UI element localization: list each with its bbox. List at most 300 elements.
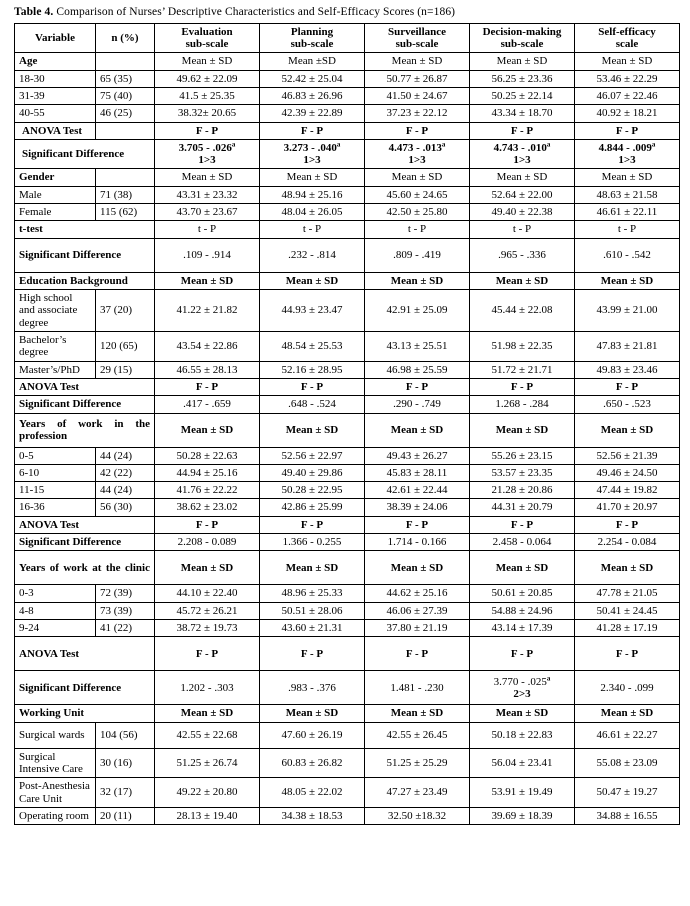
cell-selfefficacy: 40.92 ± 18.21 [575,105,680,122]
section-gender-n-blank [96,169,155,186]
cell-evaluation: 41.22 ± 21.82 [155,290,260,332]
column-header-decision-making [470,23,575,53]
anova-stat-header-surveillance: F - P [365,637,470,671]
t-test-row-gender [15,221,680,238]
sig-cell-planning: 1.366 - 0.255 [260,534,365,551]
row-label: Operating room [15,807,96,824]
cell-selfefficacy: 55.08 ± 23.09 [575,748,680,778]
anova-stat-header-planning: F - P [260,378,365,395]
anova-stat-header-surveillance: F - P [365,378,470,395]
section-header-row-gender [15,169,680,186]
section-age-meansd-surveillance: Mean ± SD [365,53,470,70]
section-education-meansd-planning: Mean ± SD [260,272,365,289]
cell-evaluation: 44.94 ± 25.16 [155,464,260,481]
cell-decision: 52.64 ± 22.00 [470,186,575,203]
cell-planning: 44.93 ± 23.47 [260,290,365,332]
cell-evaluation: 45.72 ± 26.21 [155,602,260,619]
cell-planning: 48.96 ± 25.33 [260,585,365,602]
sig-cell-planning [260,139,365,169]
section-yp-meansd-evaluation: Mean ± SD [155,413,260,447]
sig-cell-evaluation [155,139,260,169]
cell-selfefficacy: 49.83 ± 23.46 [575,361,680,378]
row-n-percent: 30 (16) [96,748,155,778]
section-gender-meansd-decision: Mean ± SD [470,169,575,186]
table-row [15,447,680,464]
anova-stat-header-planning: F - P [260,516,365,533]
section-wu-meansd-planning: Mean ± SD [260,705,365,722]
section-age-meansd-planning: Mean ±SD [260,53,365,70]
cell-decision: 56.25 ± 23.36 [470,70,575,87]
sig-marker: a [546,140,551,149]
cell-planning: 42.39 ± 22.89 [260,105,365,122]
section-yc-meansd-surveillance: Mean ± SD [365,551,470,585]
table-row [15,331,680,361]
sig-note: 1>3 [513,154,531,167]
row-label: 11-15 [15,482,96,499]
column-header-self-efficacy-line1: Self-efficacy [598,25,656,38]
sig-stat: 3.770 - .025 [493,675,547,688]
cell-decision: 45.44 ± 22.08 [470,290,575,332]
cell-planning: 52.56 ± 22.97 [260,447,365,464]
cell-decision: 39.69 ± 18.39 [470,807,575,824]
significant-difference-label: Significant Difference [15,139,155,169]
section-title-years-clinic: Years of work at the clinic [15,551,155,585]
section-header-row-education [15,272,680,289]
cell-planning: 60.83 ± 26.82 [260,748,365,778]
t-stat-header-surveillance: t - P [365,221,470,238]
sig-note: 1>3 [198,154,216,167]
sig-stat: 4.844 - .009 [598,141,652,154]
cell-evaluation: 42.55 ± 22.68 [155,722,260,748]
cell-selfefficacy: 43.99 ± 21.00 [575,290,680,332]
cell-planning: 50.28 ± 22.95 [260,482,365,499]
column-header-planning [260,23,365,53]
row-n-percent: 75 (40) [96,87,155,104]
sig-cell-planning: .232 - .814 [260,238,365,272]
cell-decision: 56.04 ± 23.41 [470,748,575,778]
row-label: Bachelor’s degree [15,331,96,361]
section-wu-meansd-decision: Mean ± SD [470,705,575,722]
cell-evaluation: 49.22 ± 20.80 [155,778,260,808]
cell-surveillance: 43.13 ± 25.51 [365,331,470,361]
cell-decision: 51.98 ± 22.35 [470,331,575,361]
section-title-working-unit: Working Unit [15,705,155,722]
section-wu-meansd-selfefficacy: Mean ± SD [575,705,680,722]
significant-difference-label: Significant Difference [15,238,155,272]
anova-stat-header-selfefficacy: F - P [575,637,680,671]
anova-stat-header-selfefficacy: F - P [575,122,680,139]
table-row [15,620,680,637]
anova-stat-header-surveillance: F - P [365,516,470,533]
cell-surveillance: 42.50 ± 25.80 [365,204,470,221]
table-row [15,778,680,808]
cell-decision: 43.34 ± 18.70 [470,105,575,122]
sig-marker: a [651,140,656,149]
row-n-percent: 20 (11) [96,807,155,824]
anova-test-label: ANOVA Test [15,378,155,395]
row-label: Post-Anesthesia Care Unit [15,778,96,808]
cell-planning: 49.40 ± 29.86 [260,464,365,481]
section-header-row-years-clinic [15,551,680,585]
table-row [15,482,680,499]
section-age-meansd-evaluation: Mean ± SD [155,53,260,70]
table-row [15,602,680,619]
sig-cell-decision: .965 - .336 [470,238,575,272]
anova-stat-header-decision: F - P [470,378,575,395]
significant-difference-label: Significant Difference [15,534,155,551]
column-header-evaluation-line2: sub-scale [185,37,229,50]
column-header-surveillance [365,23,470,53]
cell-selfefficacy: 41.28 ± 17.19 [575,620,680,637]
row-n-percent: 44 (24) [96,447,155,464]
significant-difference-label: Significant Difference [15,671,155,705]
cell-planning: 48.04 ± 26.05 [260,204,365,221]
significant-difference-row-years-clinic [15,671,680,705]
section-title-years-profession: Years of work in the profession [15,413,155,447]
sig-cell-selfefficacy: 2.340 - .099 [575,671,680,705]
anova-stat-header-planning: F - P [260,122,365,139]
cell-decision: 53.91 ± 19.49 [470,778,575,808]
anova-test-row-years-clinic [15,637,680,671]
cell-planning: 48.54 ± 25.53 [260,331,365,361]
cell-planning: 34.38 ± 18.53 [260,807,365,824]
significant-difference-label: Significant Difference [15,396,155,413]
cell-decision: 54.88 ± 24.96 [470,602,575,619]
sig-cell-decision: 2.458 - 0.064 [470,534,575,551]
column-header-decision-making-line2: sub-scale [500,37,544,50]
anova-test-row-age [15,122,680,139]
cell-evaluation: 43.54 ± 22.86 [155,331,260,361]
cell-surveillance: 45.83 ± 28.11 [365,464,470,481]
cell-planning: 48.05 ± 22.02 [260,778,365,808]
row-label: 9-24 [15,620,96,637]
section-yc-meansd-decision: Mean ± SD [470,551,575,585]
sig-stat: 3.273 - .040 [283,141,337,154]
anova-stat-header-evaluation: F - P [155,637,260,671]
section-age-meansd-decision: Mean ± SD [470,53,575,70]
sig-cell-evaluation: .109 - .914 [155,238,260,272]
cell-surveillance: 44.62 ± 25.16 [365,585,470,602]
table-row [15,290,680,332]
section-yp-meansd-selfefficacy: Mean ± SD [575,413,680,447]
table-row [15,186,680,203]
sig-stat: 4.743 - .010 [493,141,547,154]
column-header-decision-making-line1: Decision-making [482,25,562,38]
row-label: 18-30 [15,70,96,87]
cell-evaluation: 50.28 ± 22.63 [155,447,260,464]
cell-selfefficacy: 41.70 ± 20.97 [575,499,680,516]
section-gender-meansd-planning: Mean ± SD [260,169,365,186]
row-n-percent: 73 (39) [96,602,155,619]
cell-selfefficacy: 52.56 ± 21.39 [575,447,680,464]
t-stat-header-selfefficacy: t - P [575,221,680,238]
table-row [15,361,680,378]
section-age-n-blank [96,53,155,70]
section-wu-meansd-evaluation: Mean ± SD [155,705,260,722]
column-header-planning-line1: Planning [290,25,334,38]
cell-surveillance: 41.50 ± 24.67 [365,87,470,104]
sig-cell-surveillance: 1.714 - 0.166 [365,534,470,551]
table-row [15,105,680,122]
cell-selfefficacy: 46.07 ± 22.46 [575,87,680,104]
row-n-percent: 29 (15) [96,361,155,378]
section-yc-meansd-planning: Mean ± SD [260,551,365,585]
table-row [15,87,680,104]
row-n-percent: 32 (17) [96,778,155,808]
row-label: Surgical Intensive Care [15,748,96,778]
cell-decision: 44.31 ± 20.79 [470,499,575,516]
column-header-planning-line2: sub-scale [290,37,334,50]
sig-note: 1>3 [303,154,321,167]
sig-cell-evaluation: 2.208 - 0.089 [155,534,260,551]
cell-evaluation: 38.32± 20.65 [155,105,260,122]
sig-stat: 3.705 - .026 [178,141,232,154]
significant-difference-row-years-profession [15,534,680,551]
sig-stat: 4.473 - .013 [388,141,442,154]
row-label: High school and associate degree [15,290,96,332]
row-n-percent: 72 (39) [96,585,155,602]
cell-selfefficacy: 47.78 ± 21.05 [575,585,680,602]
cell-planning: 48.94 ± 25.16 [260,186,365,203]
cell-evaluation: 46.55 ± 28.13 [155,361,260,378]
sig-cell-selfefficacy: .650 - .523 [575,396,680,413]
cell-surveillance: 32.50 ±18.32 [365,807,470,824]
row-n-percent: 41 (22) [96,620,155,637]
sig-note: 2>3 [513,687,531,700]
sig-cell-surveillance: 1.481 - .230 [365,671,470,705]
column-header-self-efficacy [575,23,680,53]
anova-stat-header-selfefficacy: F - P [575,516,680,533]
cell-surveillance: 46.98 ± 25.59 [365,361,470,378]
table-caption [0,0,690,23]
sig-cell-surveillance: .290 - .749 [365,396,470,413]
cell-surveillance: 51.25 ± 25.29 [365,748,470,778]
cell-evaluation: 41.5 ± 25.35 [155,87,260,104]
column-header-evaluation-line1: Evaluation [181,25,233,38]
anova-stat-header-evaluation: F - P [155,516,260,533]
sig-cell-decision: 1.268 - .284 [470,396,575,413]
section-title-education: Education Background [15,272,155,289]
table-row [15,748,680,778]
cell-planning: 47.60 ± 26.19 [260,722,365,748]
row-label: 40-55 [15,105,96,122]
row-label: Female [15,204,96,221]
sig-note: 1>3 [408,154,426,167]
anova-stat-header-surveillance: F - P [365,122,470,139]
column-header-self-efficacy-line2: scale [615,37,639,50]
row-label: Male [15,186,96,203]
section-gender-meansd-surveillance: Mean ± SD [365,169,470,186]
anova-test-label: ANOVA Test [15,122,96,139]
sig-cell-evaluation: 1.202 - .303 [155,671,260,705]
significant-difference-row-gender [15,238,680,272]
sig-cell-decision [470,671,575,705]
t-stat-header-planning: t - P [260,221,365,238]
table-header-row [15,23,680,53]
section-gender-meansd-selfefficacy: Mean ± SD [575,169,680,186]
anova-stat-header-evaluation: F - P [155,122,260,139]
cell-selfefficacy: 46.61 ± 22.11 [575,204,680,221]
sig-marker: a [336,140,341,149]
row-label: 6-10 [15,464,96,481]
anova-stat-header-decision: F - P [470,122,575,139]
cell-selfefficacy: 47.83 ± 21.81 [575,331,680,361]
sig-marker: a [231,140,236,149]
row-n-percent: 65 (35) [96,70,155,87]
cell-selfefficacy: 34.88 ± 16.55 [575,807,680,824]
row-n-percent: 44 (24) [96,482,155,499]
sig-cell-planning: .983 - .376 [260,671,365,705]
table-container [14,23,679,826]
cell-decision: 50.18 ± 22.83 [470,722,575,748]
cell-planning: 52.16 ± 28.95 [260,361,365,378]
anova-stat-header-decision: F - P [470,516,575,533]
cell-surveillance: 42.61 ± 22.44 [365,482,470,499]
table-row [15,807,680,824]
cell-evaluation: 51.25 ± 26.74 [155,748,260,778]
row-label: 4-8 [15,602,96,619]
cell-evaluation: 44.10 ± 22.40 [155,585,260,602]
cell-evaluation: 41.76 ± 22.22 [155,482,260,499]
sig-marker: a [546,673,551,682]
table-row [15,722,680,748]
section-header-row-years-profession [15,413,680,447]
sig-cell-decision [470,139,575,169]
section-education-meansd-surveillance: Mean ± SD [365,272,470,289]
t-stat-header-evaluation: t - P [155,221,260,238]
cell-decision: 49.40 ± 22.38 [470,204,575,221]
row-n-percent: 115 (62) [96,204,155,221]
cell-planning: 52.42 ± 25.04 [260,70,365,87]
cell-decision: 21.28 ± 20.86 [470,482,575,499]
cell-planning: 42.86 ± 25.99 [260,499,365,516]
cell-surveillance: 42.55 ± 26.45 [365,722,470,748]
cell-selfefficacy: 53.46 ± 22.29 [575,70,680,87]
cell-surveillance: 49.43 ± 26.27 [365,447,470,464]
row-label: Master’s/PhD [15,361,96,378]
section-yp-meansd-surveillance: Mean ± SD [365,413,470,447]
cell-decision: 50.25 ± 22.14 [470,87,575,104]
anova-test-label: ANOVA Test [15,516,155,533]
cell-selfefficacy: 47.44 ± 19.82 [575,482,680,499]
column-header-variable: Variable [15,23,96,53]
significant-difference-row-education [15,396,680,413]
section-education-meansd-decision: Mean ± SD [470,272,575,289]
cell-surveillance: 50.77 ± 26.87 [365,70,470,87]
cell-selfefficacy: 50.47 ± 19.27 [575,778,680,808]
section-title-gender: Gender [15,169,96,186]
anova-test-row-education [15,378,680,395]
section-yc-meansd-selfefficacy: Mean ± SD [575,551,680,585]
sig-cell-selfefficacy: 2.254 - 0.084 [575,534,680,551]
sig-cell-selfefficacy [575,139,680,169]
cell-evaluation: 28.13 ± 19.40 [155,807,260,824]
section-header-row-working-unit [15,705,680,722]
section-yc-meansd-evaluation: Mean ± SD [155,551,260,585]
table-row [15,499,680,516]
row-n-percent: 104 (56) [96,722,155,748]
cell-selfefficacy: 48.63 ± 21.58 [575,186,680,203]
section-header-row-age [15,53,680,70]
row-n-percent: 120 (65) [96,331,155,361]
cell-selfefficacy: 46.61 ± 22.27 [575,722,680,748]
row-n-percent: 46 (25) [96,105,155,122]
characteristics-table [14,23,680,826]
sig-cell-planning: .648 - .524 [260,396,365,413]
table-row [15,204,680,221]
table-caption-label: Table 4. [14,6,54,18]
row-n-percent: 56 (30) [96,499,155,516]
cell-evaluation: 38.72 ± 19.73 [155,620,260,637]
sig-cell-selfefficacy: .610 - .542 [575,238,680,272]
section-education-meansd-selfefficacy: Mean ± SD [575,272,680,289]
cell-evaluation: 49.62 ± 22.09 [155,70,260,87]
cell-surveillance: 45.60 ± 24.65 [365,186,470,203]
anova-stat-header-planning: F - P [260,637,365,671]
cell-planning: 46.83 ± 26.96 [260,87,365,104]
row-label: Surgical wards [15,722,96,748]
row-n-percent: 42 (22) [96,464,155,481]
cell-surveillance: 47.27 ± 23.49 [365,778,470,808]
anova-stat-header-decision: F - P [470,637,575,671]
table-row [15,464,680,481]
significant-difference-row-age [15,139,680,169]
t-test-label: t-test [15,221,155,238]
cell-surveillance: 37.23 ± 22.12 [365,105,470,122]
sig-note: 1>3 [618,154,636,167]
cell-decision: 43.14 ± 17.39 [470,620,575,637]
cell-surveillance: 38.39 ± 24.06 [365,499,470,516]
sig-cell-surveillance: .809 - .419 [365,238,470,272]
cell-planning: 50.51 ± 28.06 [260,602,365,619]
cell-decision: 53.57 ± 23.35 [470,464,575,481]
row-n-percent: 37 (20) [96,290,155,332]
sig-cell-evaluation: .417 - .659 [155,396,260,413]
section-yp-meansd-planning: Mean ± SD [260,413,365,447]
cell-selfefficacy: 50.41 ± 24.45 [575,602,680,619]
column-header-surveillance-line1: Surveillance [387,25,447,38]
sig-cell-surveillance [365,139,470,169]
cell-surveillance: 46.06 ± 27.39 [365,602,470,619]
section-age-meansd-selfefficacy: Mean ± SD [575,53,680,70]
cell-decision: 55.26 ± 23.15 [470,447,575,464]
cell-planning: 43.60 ± 21.31 [260,620,365,637]
cell-surveillance: 37.80 ± 21.19 [365,620,470,637]
cell-surveillance: 42.91 ± 25.09 [365,290,470,332]
column-header-n-percent: n (%) [96,23,155,53]
anova-test-label: ANOVA Test [15,637,155,671]
cell-evaluation: 38.62 ± 23.02 [155,499,260,516]
t-stat-header-decision: t - P [470,221,575,238]
table-row [15,70,680,87]
column-header-surveillance-line2: sub-scale [395,37,439,50]
table-caption-text: Comparison of Nurses’ Descriptive Characteristics and Self-Efficacy Scores (n=186) [53,6,456,18]
cell-evaluation: 43.31 ± 23.32 [155,186,260,203]
cell-selfefficacy: 49.46 ± 24.50 [575,464,680,481]
row-label: 0-5 [15,447,96,464]
section-title-age: Age [15,53,96,70]
column-header-evaluation [155,23,260,53]
section-education-meansd-evaluation: Mean ± SD [155,272,260,289]
section-gender-meansd-evaluation: Mean ± SD [155,169,260,186]
section-yp-meansd-decision: Mean ± SD [470,413,575,447]
cell-evaluation: 43.70 ± 23.67 [155,204,260,221]
section-wu-meansd-surveillance: Mean ± SD [365,705,470,722]
cell-decision: 50.61 ± 20.85 [470,585,575,602]
sig-marker: a [441,140,446,149]
anova-stat-header-evaluation: F - P [155,378,260,395]
anova-stat-header-selfefficacy: F - P [575,378,680,395]
